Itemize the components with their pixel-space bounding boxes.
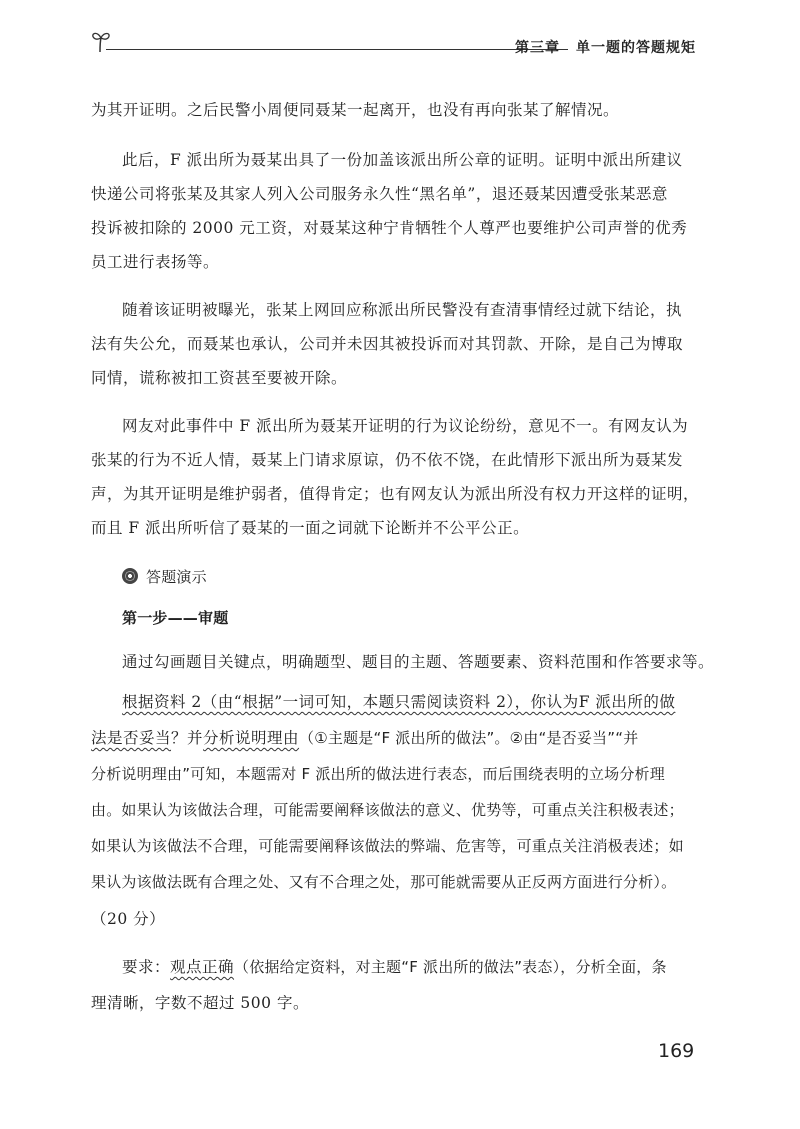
body-line: 随着该证明被曝光，张某上网回应称派出所民警没有查清事情经过就下结论，执	[122, 301, 683, 319]
requirement-line: 理清晰，字数不超过 500 字。	[91, 994, 309, 1012]
question-note-line: 分析说明理由”可知，本题需对 F 派出所的做法进行表态，而后围绕表明的立场分析理	[91, 765, 665, 783]
question-key-2: F 派出所的做	[578, 693, 676, 711]
sprout-icon	[88, 28, 114, 54]
body-line: 声，为其开证明是维护弱者，值得肯定；也有网友认为派出所没有权力开这样的证明，	[91, 485, 700, 503]
question-note-line: 如果认为该做法不合理，可能需要阐释该做法的弊端、危害等，可重点关注消极表述；如	[91, 837, 684, 855]
question-line	[122, 690, 730, 712]
requirement-line	[122, 955, 730, 977]
demo-heading-text: 答题演示	[146, 568, 207, 586]
question-key-1: 根据资料 2（由“根据”一词可知，本题只需阅读资料 2），你认为	[122, 693, 579, 711]
body-line: 员工进行表扬等。	[91, 253, 220, 271]
gear-bullet-icon	[122, 568, 138, 584]
body-line: 网友对此事件中 F 派出所为聂某开证明的行为议论纷纷，意见不一。有网友认为	[122, 417, 689, 435]
question-key-3: 法是否妥当	[91, 729, 172, 747]
body-line: 同情，谎称被扣工资甚至要被开除。	[91, 369, 348, 387]
body-line: 此后，F 派出所为聂某出具了一份加盖该派出所公章的证明。证明中派出所建议	[122, 151, 683, 169]
body-line: 快递公司将张某及其家人列入公司服务永久性“黑名单”，退还聂某因遭受张某恶意	[91, 185, 668, 203]
demo-heading	[122, 566, 730, 587]
question-line	[91, 726, 699, 748]
question-note-line: 由。如果认为该做法合理，可能需要阐释该做法的意义、优势等，可重点关注积极表述；	[91, 801, 684, 819]
demo-intro: 通过勾画题目关键点，明确题型、题目的主题、答题要素、资料范围和作答要求等。	[122, 653, 715, 671]
body-line: 而且 F 派出所听信了聂某的一面之词就下论断并不公平公正。	[91, 519, 530, 537]
step-heading: 第一步——审题	[122, 609, 229, 627]
chapter-name: 单一题的答题规矩	[576, 40, 696, 56]
body-line: 张某的行为不近人情，聂某上门请求原谅，仍不依不饶，在此情形下派出所为聂某发	[91, 451, 684, 469]
requirement-key: 观点正确	[170, 958, 235, 976]
body-line: 为其开证明。之后民警小周便同聂某一起离开，也没有再向张某了解情况。	[91, 101, 620, 119]
header-rule	[106, 49, 568, 50]
requirement-note: （依据给定资料，对主题“F 派出所的做法”表态），分析全面，条	[234, 958, 667, 976]
requirement-label: 要求：	[122, 958, 171, 976]
chapter-title	[515, 37, 696, 57]
question-text: ？并	[171, 729, 204, 747]
body-line: 法有失公允，而聂某也承认，公司并未因其被投诉而对其罚款、开除，是自己为博取	[91, 335, 684, 353]
question-score: （20 分）	[91, 910, 166, 928]
page-number: 169	[658, 1040, 695, 1062]
body-line: 投诉被扣除的 2000 元工资，对聂某这种宁肯牺牲个人尊严也要维护公司声誉的优秀	[91, 219, 688, 237]
question-note-line: 果认为该做法既有合理之处、又有不合理之处，那可能就需要从正反两方面进行分析）。	[91, 873, 677, 891]
question-key-4: 分析说明理由	[203, 729, 300, 747]
page-header	[88, 28, 696, 58]
chapter-number: 第三章	[515, 40, 560, 56]
question-note: （①主题是“F 派出所的做法”。②由“是否妥当”“并	[299, 729, 639, 747]
